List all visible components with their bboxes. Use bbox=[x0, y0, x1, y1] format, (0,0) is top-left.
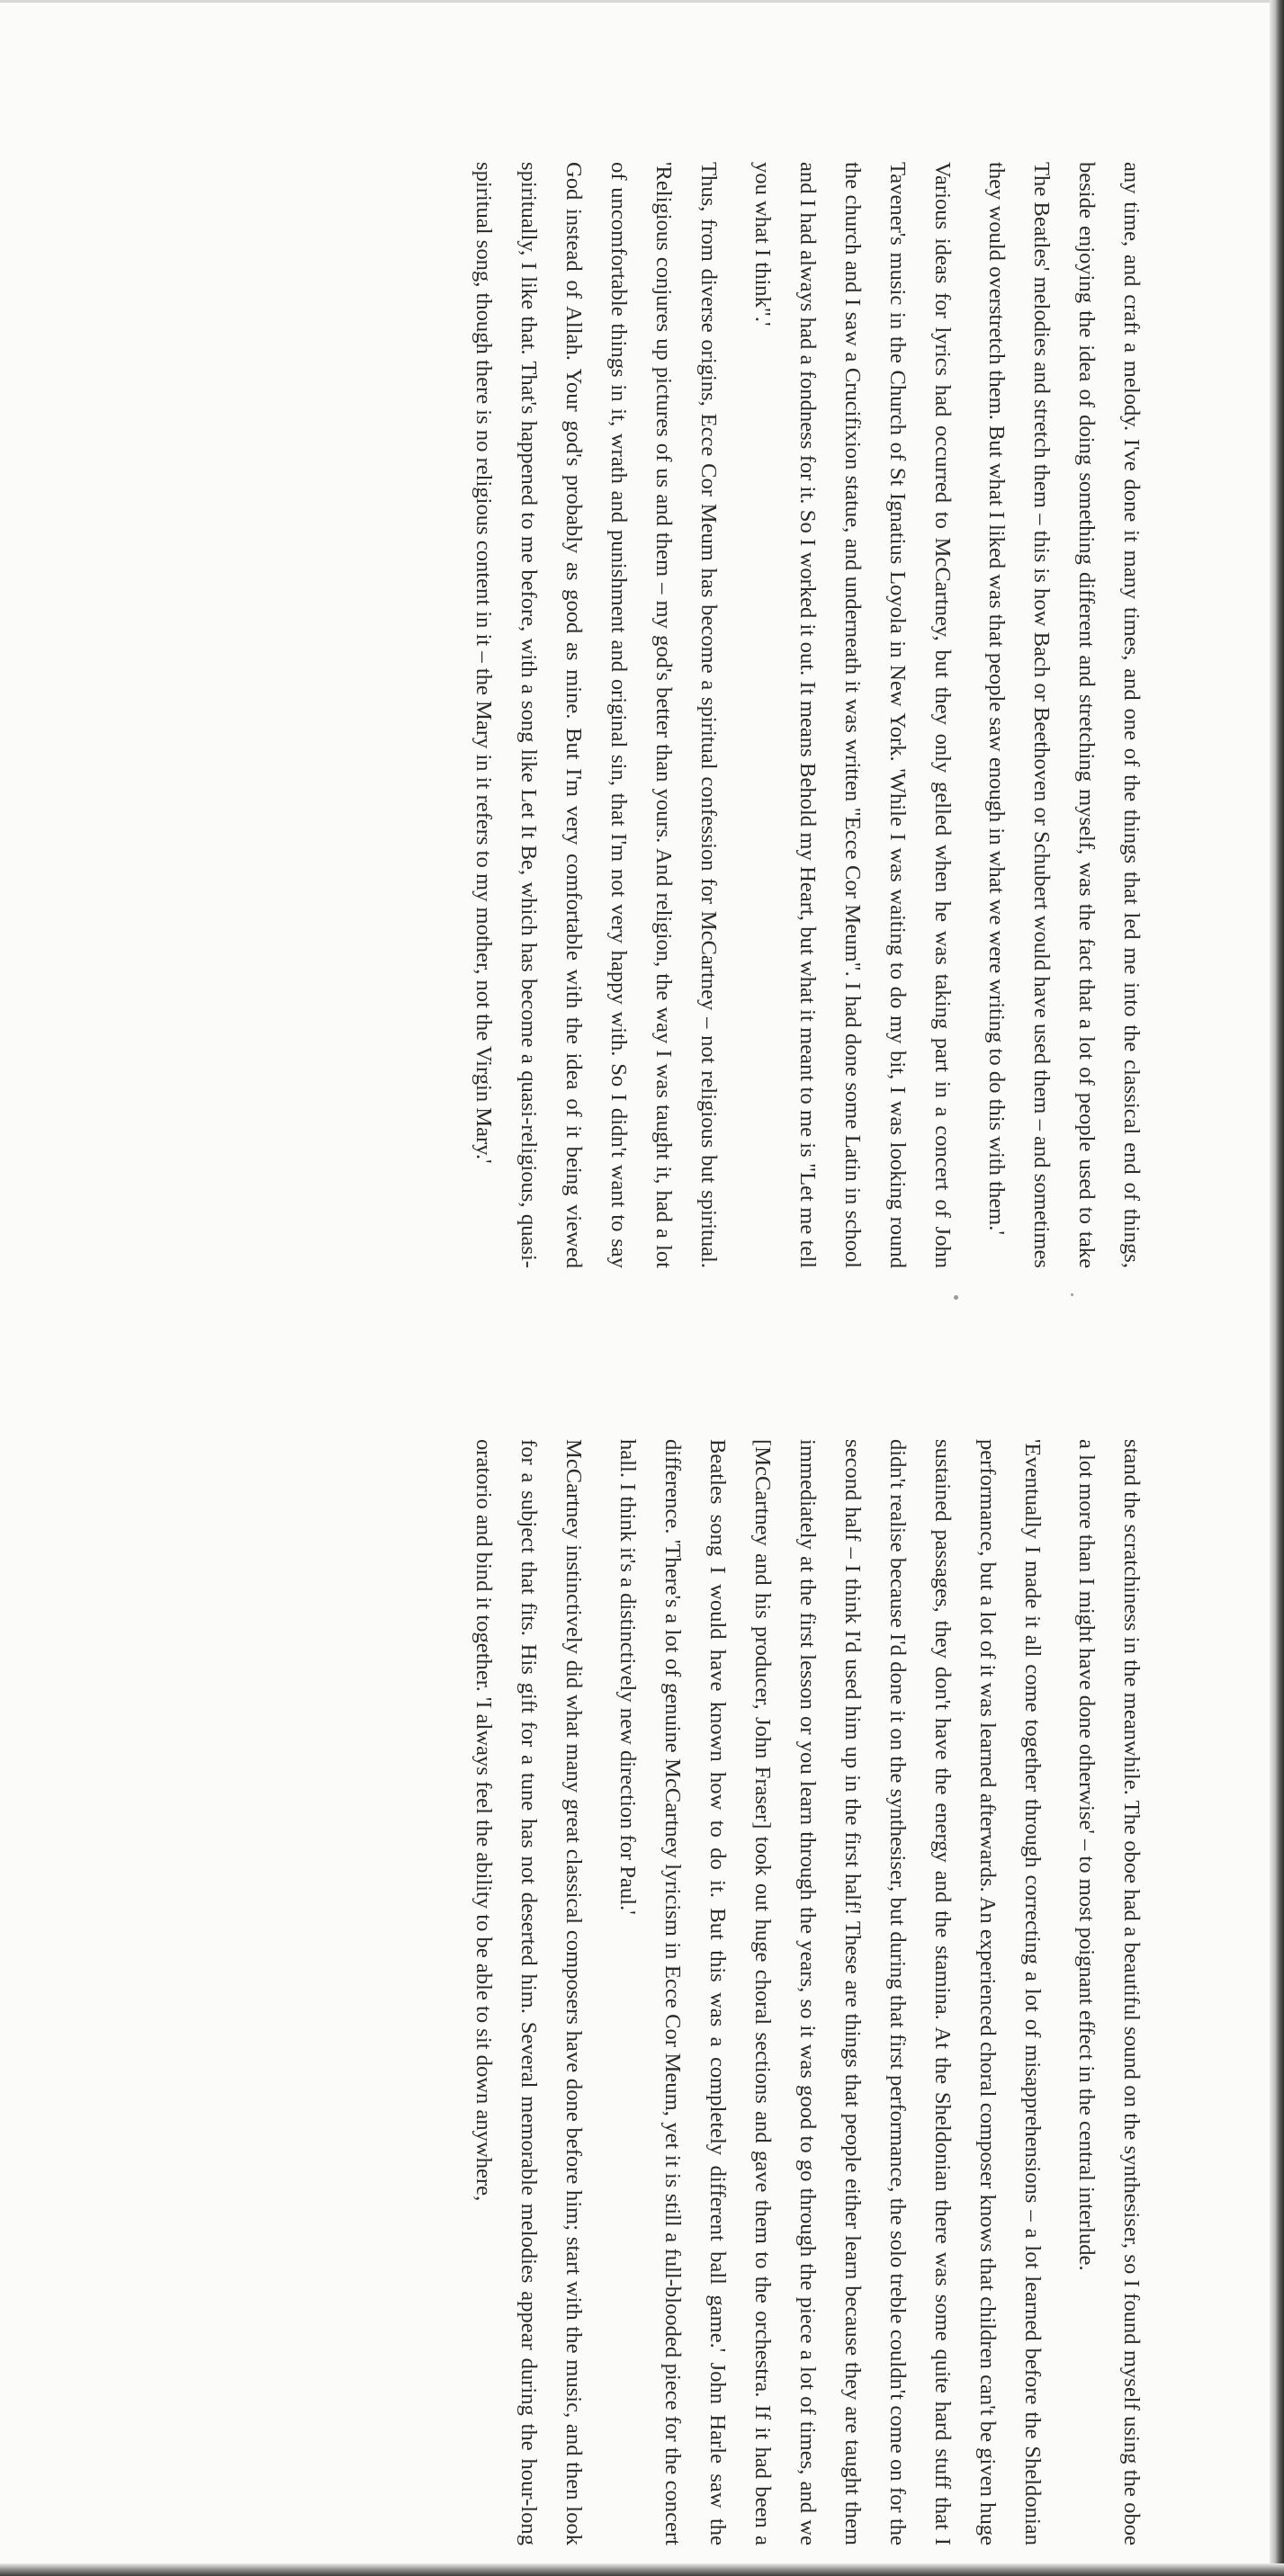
scan-speck bbox=[954, 1295, 958, 1300]
paragraph: 'Eventually I made it all come together through correcting a lot of misapprehensions – a lot learned before the Sheldonian performance, but a lot of it was learned afterwards. An experienced choral composer knows that children can't be given huge sustained passages, they don't have the energy and the stamina. At the Sheldonian there was some quite hard stuff that I didn't realise because I'd done it on the synthesiser, but during that first performance, the solo treble couldn't come on for the second half – I think I'd used him up in the first half! These are things that people either learn because they are taught them immediately at the first lesson or you learn through the years, so it was good to go through the piece a lot of times, and we [McCartney and his producer, John Fraser] took out huge choral sections and gave them to the orchestra. If it had been a Beatles song I would have known how to do it. But this was a completely different ball game.' John Harle saw the difference. 'There's a lot of genuine McCartney lyricism in Ecce Cor Meum, yet it is still a full-blooded piece for the concert hall. I think it's a distinctively new direction for Paul.' bbox=[615, 1439, 1045, 2545]
paragraph: McCartney instinctively did what many great classical composers have done before him; start with the music, and then look for a subject that fits. His gift for a tune has not deserted him. Several memorable melodies appear during the hour-long oratorio and bind it together. 'I always feel the ability to be able to sit down anywhere, bbox=[471, 1439, 586, 2545]
paragraph: Various ideas for lyrics had occurred to McCartney, but they only gelled when he was taking part in a concert of John Tavener's music in the Church of St Ignatius Loyola in New York. 'While I was waiting to do my bit, I was looking round the church and I saw a Crucifixion statue, and underneath it was written "Ecce Cor Meum". I had done some Latin in school and I had always had a fondness for it. So I worked it out. It means Behold my Heart, but what it meant to me is "Let me tell you what I think".' bbox=[750, 162, 955, 1268]
scan-edge-bottom bbox=[0, 2563, 1284, 2576]
scan-edge-top bbox=[0, 0, 1284, 3]
paragraph: Thus, from diverse origins, Ecce Cor Meum has become a spiritual confession for McCartney – not religious but spiritual. 'Religious conjures up pictures of us and them – my god's better than yours. And religion, the way I was taught it, had a lot of uncomfortable things in it, wrath and punishment and original sin, that I'm not very happy with. So I didn't want to say God instead of Allah. Your god's probably as good as mine. But I'm very comfortable with the idea of it being viewed spiritually, I like that. That's happened to me before, with a song like Let It Be, which has become a quasi-religious, quasi-spiritual song, though there is no religious content in it – the Mary in it refers to my mother, not the Virgin Mary.' bbox=[471, 162, 721, 1268]
scan-speck bbox=[1071, 1293, 1073, 1296]
text-column-lower bbox=[461, 1439, 1154, 2545]
paragraph: stand the scratchiness in the meanwhile. The oboe had a beautiful sound on the synthesiser, so I found myself using the oboe a lot more than I might have done otherwise' – to most poignant effect in the central interlude. bbox=[1074, 1439, 1144, 2545]
scan-edge-right bbox=[1270, 0, 1284, 2576]
text-column-upper bbox=[461, 162, 1154, 1268]
paragraph: any time, and craft a melody. I've done it many times, and one of the things that led me into the classical end of things, beside enjoying the idea of doing something different and stretching myself, was the fact that a lot of people used to take The Beatles' melodies and stretch them – this is how Bach or Beethoven or Schubert would have used them – and sometimes they would overstretch them. But what I liked was that people saw enough in what we were writing to do this with them.' bbox=[984, 162, 1144, 1268]
